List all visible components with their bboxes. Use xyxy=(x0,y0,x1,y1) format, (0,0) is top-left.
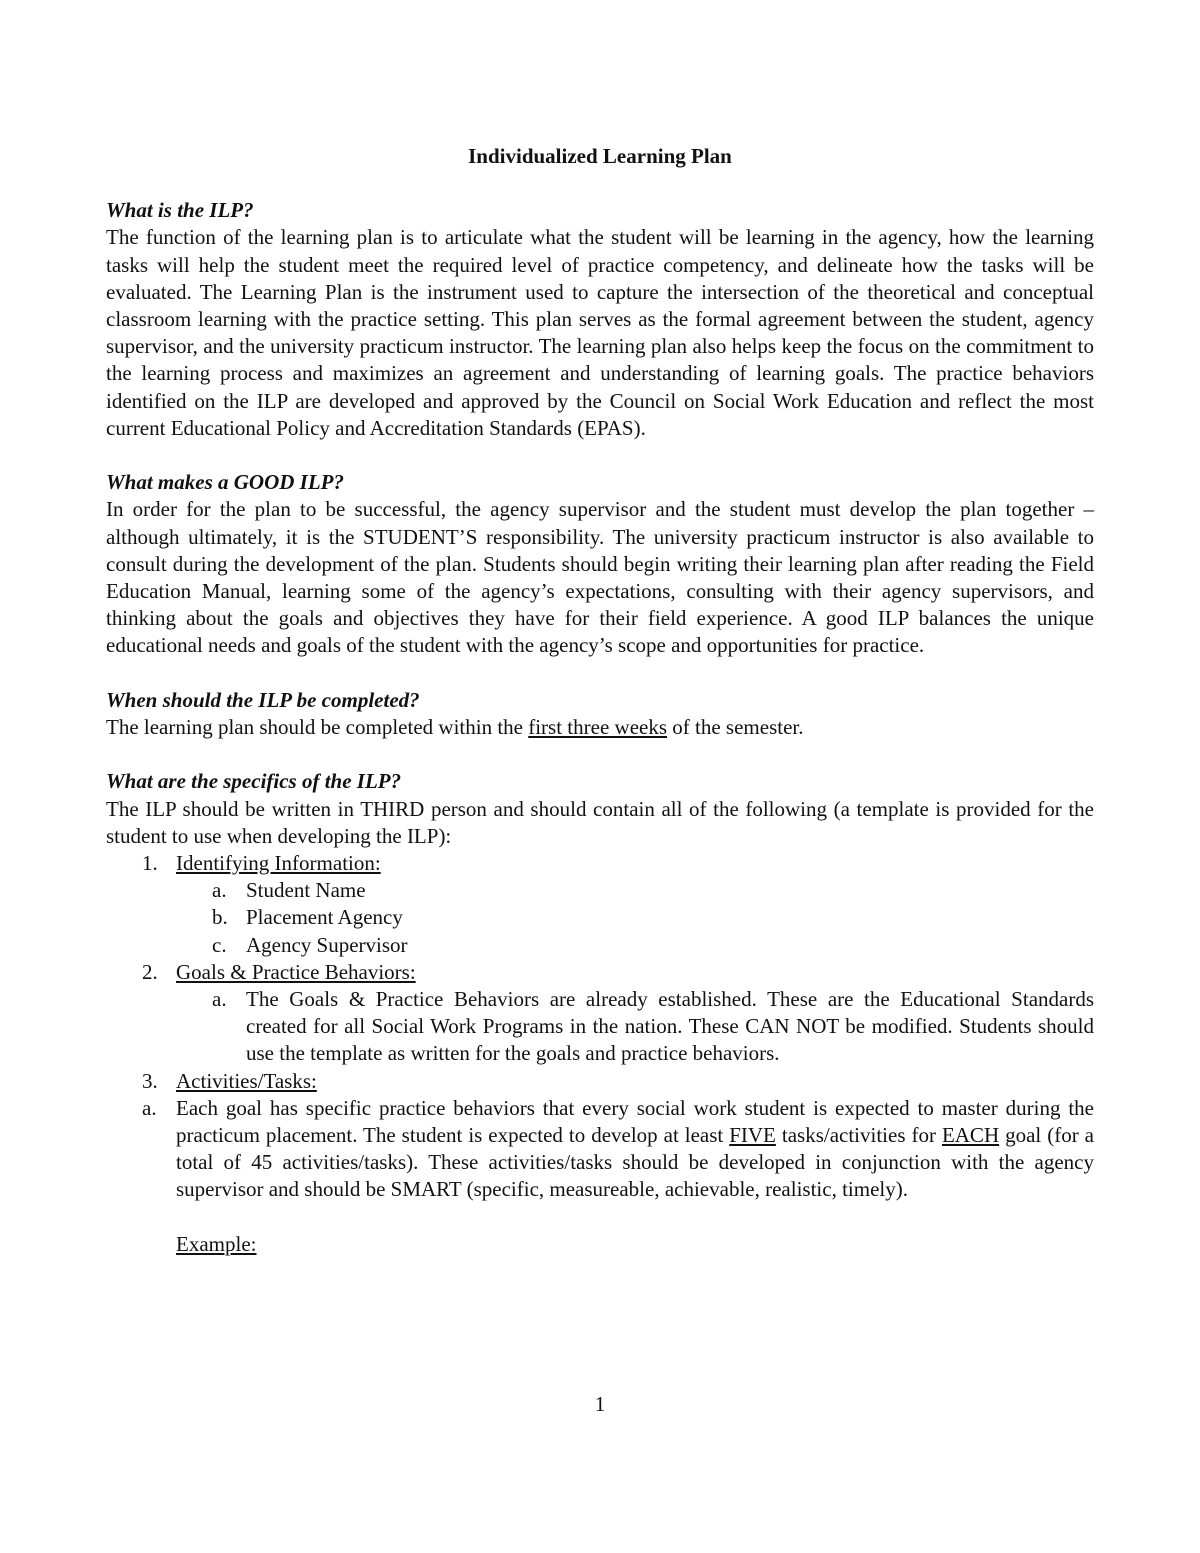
sub-letter: a. xyxy=(142,1095,157,1120)
activities-text xyxy=(176,1095,1094,1204)
list-number: 1. xyxy=(142,851,158,876)
section-heading-good: What makes a GOOD ILP? xyxy=(106,470,345,495)
activities-text-1: Each goal has specific practice behaviors that every social work student is expected to master during the practicum placement. The student is expected to develop at least xyxy=(176,1095,1094,1148)
list-number: 3. xyxy=(142,1068,158,1093)
section-intro-specifics: The ILP should be written in THIRD person and should contain all of the following (a template is provided for the student to use when developing the ILP): xyxy=(106,796,1094,848)
sub-text: Placement Agency xyxy=(246,905,403,930)
section-heading-what: What is the ILP? xyxy=(106,198,254,223)
section-body-what: The function of the learning plan is to articulate what the student will be learning in the agency, how the learning tasks will help the student meet the required level of practice competency, and delineate how the tasks will be evaluated. The Learning Plan is the instrument used to capture the intersection of the theoretical and conceptual classroom learning with the practice setting. This plan serves as the formal agreement between the student, agency supervisor, and the university practicum instructor. The learning plan also helps keep the focus on the commitment to the learning process and maximizes an agreement and understanding of learning goals. The practice behaviors identified on the ILP are developed and approved by the Council on Social Work Education and reflect the most current Educational Policy and Accreditation Standards (EPAS). xyxy=(106,225,1094,440)
list-label: Identifying Information: xyxy=(176,851,381,876)
list-number: 2. xyxy=(142,959,158,984)
section-body-when xyxy=(106,714,1094,741)
when-text-underlined: first three weeks xyxy=(528,715,668,740)
document-page xyxy=(106,143,1094,1258)
spacer xyxy=(106,660,1094,687)
activities-text-3: goal (for a total of 45 activities/tasks). These activities/tasks should be developed in conjunction with the agency supervisor and should be SMART (specific, measureable, achievable, realistic, timely). xyxy=(176,1123,1094,1202)
list-item xyxy=(106,959,1094,986)
list-label: Activities/Tasks: xyxy=(176,1068,317,1093)
list-item xyxy=(106,850,1094,877)
sub-text: The Goals & Practice Behaviors are already established. These are the Educational Standards created for all Social Work Programs in the nation. These CAN NOT be modified. Students should use the template as written for the goals and practice behaviors. xyxy=(246,987,1094,1066)
activities-item xyxy=(106,1095,1094,1204)
activities-text-2: tasks/activities for xyxy=(775,1123,942,1148)
sub-list-item xyxy=(106,986,1094,1068)
activities-underlined-each: EACH xyxy=(941,1123,1000,1148)
when-text-before: The learning plan should be completed within the xyxy=(106,715,529,740)
sub-letter: a. xyxy=(212,987,227,1012)
list-item xyxy=(106,1068,1094,1095)
spacer xyxy=(106,1204,1094,1231)
section-body-good: In order for the plan to be successful, the agency supervisor and the student must develop the plan together – although ultimately, it is the STUDENT’S responsibility. The university practicum instructor is also available to consult during the development of the plan. Students should begin writing their learning plan after reading the Field Education Manual, learning some of the agency’s expectations, consulting with their agency supervisors, and thinking about the goals and objectives they have for their field experience. A good ILP balances the unique educational needs and goals of the student with the agency’s scope and opportunities for practice. xyxy=(106,497,1094,658)
sub-list-item xyxy=(106,932,1094,959)
sub-letter: c. xyxy=(212,932,227,957)
activities-underlined-five: FIVE xyxy=(729,1123,776,1148)
sub-letter: b. xyxy=(212,905,228,930)
sub-list-item xyxy=(106,877,1094,904)
page-number: 1 xyxy=(594,1392,606,1416)
spacer xyxy=(106,741,1094,768)
section-heading-specifics: What are the specifics of the ILP? xyxy=(106,769,402,794)
when-text-after: of the semester. xyxy=(667,715,804,740)
section-heading-when: When should the ILP be completed? xyxy=(106,687,420,712)
document-title: Individualized Learning Plan xyxy=(468,144,732,168)
sub-text: Student Name xyxy=(246,878,366,903)
sub-text: Agency Supervisor xyxy=(246,932,408,957)
sub-letter: a. xyxy=(212,878,227,903)
example-label: Example: xyxy=(176,1231,257,1256)
spacer xyxy=(106,442,1094,469)
list-label: Goals & Practice Behaviors: xyxy=(176,959,416,984)
sub-list-item xyxy=(106,904,1094,931)
